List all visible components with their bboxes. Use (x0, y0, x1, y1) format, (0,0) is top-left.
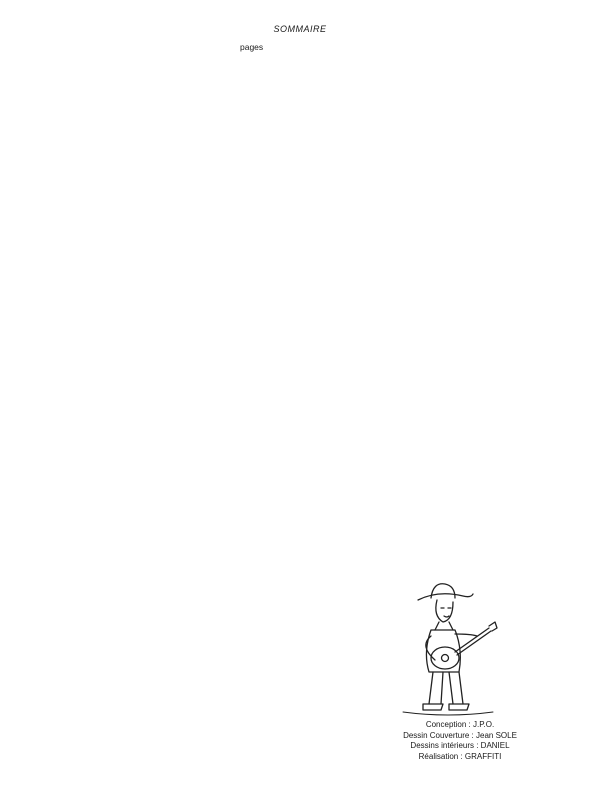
credit-line: Réalisation : GRAFFITI (418, 751, 502, 761)
pages-label: pages (240, 42, 264, 52)
credits-block (340, 720, 580, 762)
credit-line: Dessin Couverture : Jean SOLE (403, 730, 517, 740)
cowboy-guitarist-illustration (393, 572, 503, 720)
credit-line: Dessins intérieurs : DANIEL (410, 741, 510, 750)
credit-line: Conception : J.P.O. (425, 720, 495, 729)
page-title: SOMMAIRE (273, 24, 327, 34)
